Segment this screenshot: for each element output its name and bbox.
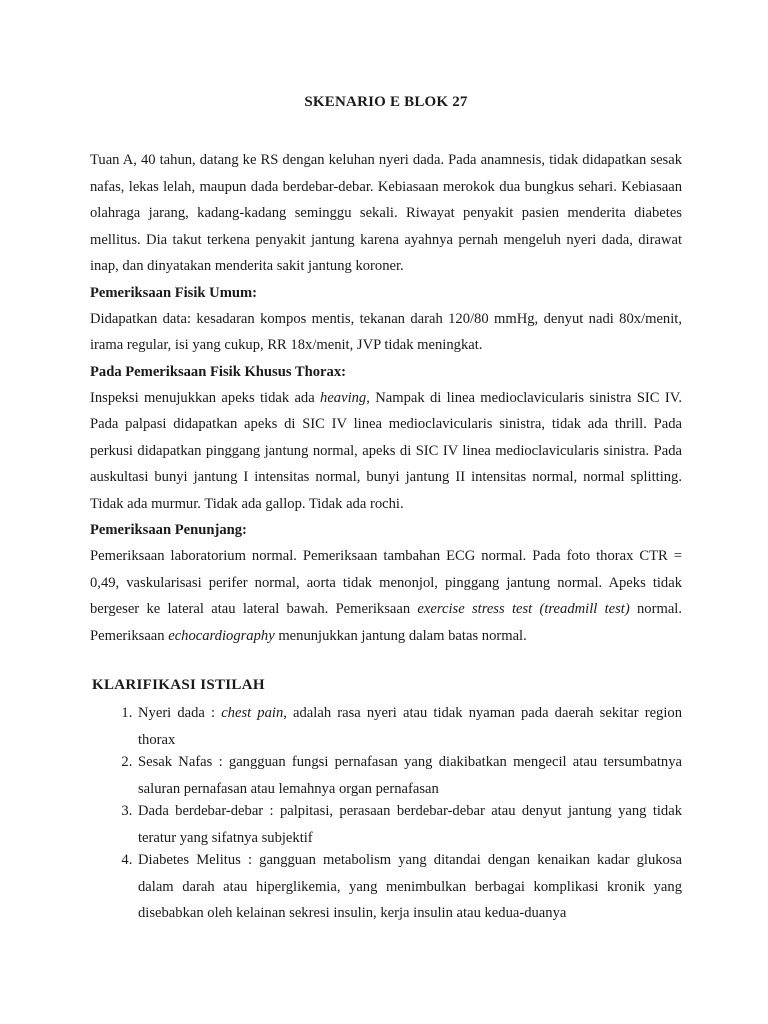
thorax-text-part: Inspeksi menujukkan apeks tidak ada (90, 389, 321, 406)
klarifikasi-list (90, 700, 682, 927)
list-item-text: , adalah rasa nyeri atau tidak nyaman pada daerah sekitar region thorax (138, 705, 682, 748)
list-item (136, 700, 682, 753)
penunjang-text-part: Pemeriksaan laboratorium normal. Pemeriksaan tambahan ECG normal. Pada foto thorax CTR = 0,49, vaskularisasi perifer normal, aorta tidak menonjol, pinggang jantung normal. Apeks tidak bergeser ke lateral atau lateral bawah. Pemeriksaan (90, 548, 682, 617)
list-item: 3. Dada berdebar-debar : palpitasi, perasaan berdebar-debar atau denyut jantung yang tidak teratur yang sifatnya subjektif (136, 798, 682, 851)
scenario-intro-paragraph: Tuan A, 40 tahun, datang ke RS dengan keluhan nyeri dada. Pada anamnesis, tidak didapatkan sesak nafas, lekas lelah, maupun dada berdebar-debar. Kebiasaan merokok dua bungkus sehari. Kebiasaan olahraga jarang, kadang-kadang seminggu sekali. Riwayat penyakit pasien menderita diabetes mellitus. Dia takut terkena penyakit jantung karena ayahnya pernah mengeluh nyeri dada, dirawat inap, dan dinyatakan menderita sakit jantung koroner. (90, 152, 682, 274)
thorax-text-part: , Nampak di linea medioclavicularis sinistra SIC IV. Pada palpasi didapatkan apeks di SIC IV linea medioclavicularis sinistra, tidak ada thrill. Pada perkusi didapatkan pinggang jantung normal, apeks di SIC IV linea medioclavicularis sinistra. Pada auskultasi bunyi jantung I intensitas normal, bunyi jantung II intensitas normal, normal splitting. Tidak ada murmur. Tidak ada gallop. Tidak ada rochi. (90, 389, 683, 512)
penunjang-text-part: normal. Pemeriksaan (90, 601, 682, 644)
pemeriksaan-thorax-text (90, 385, 682, 518)
penunjang-text-part: menunjukkan jantung dalam batas normal. (274, 627, 527, 644)
list-item-text: Nyeri dada : (138, 705, 222, 721)
penunjang-italic-term: echocardiography (168, 627, 275, 644)
pemeriksaan-thorax-heading: Pada Pemeriksaan Fisik Khusus Thorax: (90, 363, 346, 380)
klarifikasi-istilah-heading: KLARIFIKASI ISTILAH (92, 677, 265, 693)
pemeriksaan-fisik-umum-heading: Pemeriksaan Fisik Umum: (90, 284, 258, 301)
thorax-italic-term: heaving (320, 389, 367, 406)
list-item-italic-term: chest pain (221, 705, 284, 721)
document-title: SKENARIO E BLOK 27 (304, 94, 468, 110)
pemeriksaan-fisik-umum-text: Didapatkan data: kesadaran kompos mentis, tekanan darah 120/80 mmHg, denyut nadi 80x/menit, irama regular, isi yang cukup, RR 18x/menit, JVP tidak meningkat. (90, 310, 682, 353)
pemeriksaan-penunjang-heading: Pemeriksaan Penunjang: (90, 522, 247, 538)
pemeriksaan-penunjang-text (90, 543, 682, 649)
penunjang-italic-term: exercise stress test (treadmill test) (417, 601, 630, 617)
list-item: 2. Sesak Nafas : gangguan fungsi pernafasan yang diakibatkan mengecil atau tersumbatnya saluran pernafasan atau lemahnya organ pernafasan (136, 749, 682, 802)
list-item: 4. Diabetes Melitus : gangguan metabolism yang ditandai dengan kenaikan kadar glukosa dalam darah atau hiperglikemia, yang menimbulkan berbagai komplikasi kronik yang disebabkan oleh kelainan sekresi insulin, kerja insulin atau kedua-duanya (136, 847, 682, 927)
